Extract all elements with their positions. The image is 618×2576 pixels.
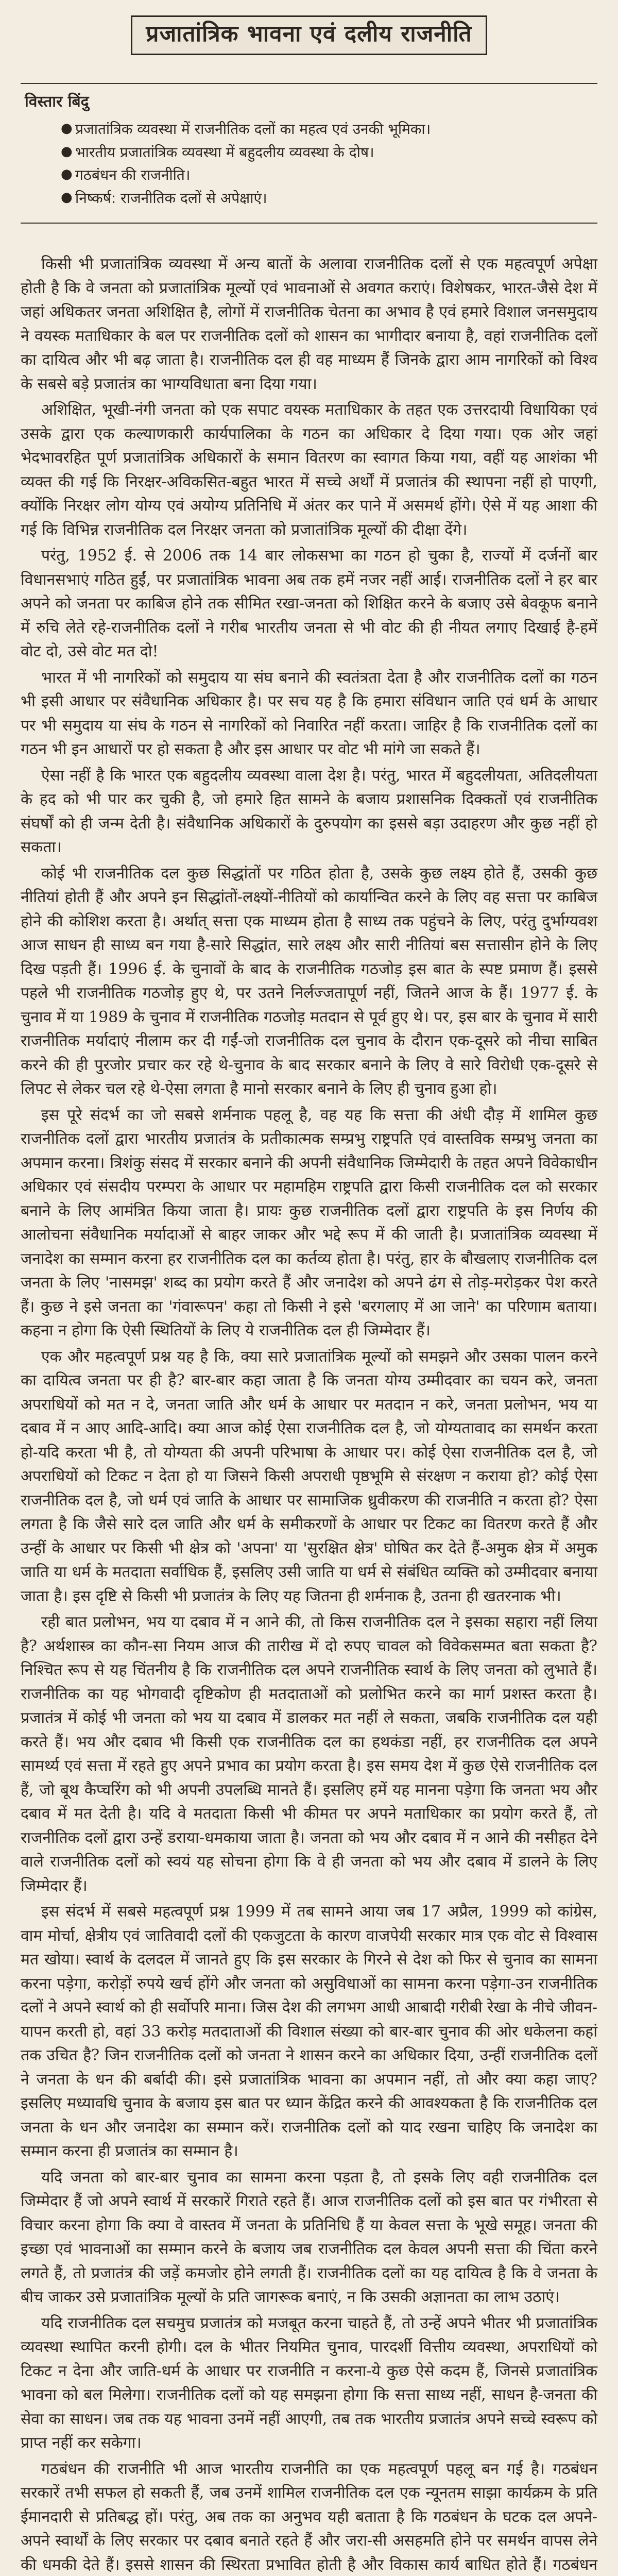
vistar-point [61, 142, 597, 164]
essay-paragraph: गठबंधन की राजनीति भी आज भारतीय राजनीति का एक महत्वपूर्ण पहलू बन गई है। गठबंधन सरकारें तभी सफल हो सकती हैं, जब उनमें शामिल राजनीतिक दल एक न्यूनतम साझा कार्यक्रम के प्रति ईमानदारी से प्रतिबद्ध हों। परंतु, अब तक का अनुभव यही बताता है कि गठबंधन के घटक दल अपने-अपने स्वार्थों के लिए सरकार पर दबाव बनाते रहते हैं और जरा-सी असहमति होने पर समर्थन वापस लेने की धमकी देते हैं। इससे शासन की स्थिरता प्रभावित होती है और विकास कार्य बाधित होते हैं। गठबंधन [21, 2460, 597, 2574]
essay-paragraph: यदि जनता को बार-बार चुनाव का सामना करना पड़ता है, तो इसके लिए वही राजनीतिक दल जिम्मेदार हैं जो अपने स्वार्थ में सरकारें गिराते रहते हैं। आज राजनीतिक दलों को इस बात पर गंभीरता से विचार करना होगा कि क्या वे वास्तव में जनता के प्रतिनिधि हैं या केवल सत्ता के भूखे समूह। जनता की इच्छा एवं भावनाओं का सम्मान करने के बजाय जब राजनीतिक दल केवल अपनी सत्ता की चिंता करने लगते हैं, तो प्रजातंत्र की जड़ें कमजोर होने लगती हैं। राजनीतिक दलों का यह दायित्व है कि वे जनता के बीच जाकर उसे प्रजातांत्रिक मूल्यों के प्रति जागरूक बनाएं, न कि उसकी अज्ञानता का लाभ उठाएं। [21, 2168, 597, 2307]
essay-paragraph: रही बात प्रलोभन, भय या दबाव में न आने की, तो किस राजनीतिक दल ने इसका सहारा नहीं लिया है? अर्थशास्त्र का कौन-सा नियम आज की तारीख में दो रुपए चावल को विवेकसम्मत बता सकता है? निश्चित रूप से यह चिंतनीय है कि राजनीतिक दल अपने राजनीतिक स्वार्थ के लिए जनता को लुभाते हैं। राजनीतिक का यह भोगवादी दृष्टिकोण ही मतदाताओं को प्रलोभित करने का मार्ग प्रशस्त करता है। प्रजातंत्र में कोई भी जनता को भय या दबाव में डालकर मत नहीं ले सकता, जबकि राजनीतिक दल यही करते हैं। भय और दबाव भी किसी एक राजनीतिक दल का हथकंडा नहीं, हर राजनीतिक दल अपने सामर्थ्य एवं सत्ता में रहते हुए अपने प्रभाव का प्रयोग करता है। इस समय देश में कुछ ऐसे राजनीतिक दल हैं, जो बूथ कैप्चरिंग को भी अपनी उपलब्धि मानते हैं। इसलिए हमें यह मानना पड़ेगा कि जनता भय और दबाव में मत देती है। यदि वे मतदाता किसी भी कीमत पर अपने मताधिकार का प्रयोग करते हैं, तो राजनीतिक दलों द्वारा उन्हें डराया-धमकाया जाता है। जनता को भय और दबाव में न आने की नसीहत देने वाले राजनीतिक दलों को स्वयं यह सोचना होगा कि वे ही जनता को भय और दबाव में डालने के लिए जिम्मेदार हैं। [21, 1613, 597, 1895]
title-wrapper [21, 15, 597, 55]
vistar-point-text: प्रजातांत्रिक व्यवस्था में राजनीतिक दलों का महत्व एवं उनकी भूमिका। [75, 121, 431, 138]
essay-paragraph: यदि राजनीतिक दल सचमुच प्रजातंत्र को मजबूत करना चाहते हैं, तो उन्हें अपने भीतर भी प्रजातांत्रिक व्यवस्था स्थापित करनी होगी। दल के भीतर नियमित चुनाव, पारदर्शी वित्तीय व्यवस्था, अपराधियों को टिकट न देना और जाति-धर्म के आधार पर राजनीति न करना-ये कुछ ऐसे कदम हैं, जिनसे प्रजातांत्रिक भावना को बल मिलेगा। राजनीतिक दलों को यह समझना होगा कि सत्ता साध्य नहीं, साधन है-जनता की सेवा का साधन। जब तक यह भावना उनमें नहीं आएगी, तब तक भारतीय प्रजातंत्र अपने सच्चे स्वरूप को प्राप्त नहीं कर सकेगा। [21, 2314, 598, 2452]
essay-body [21, 252, 597, 2576]
essay-paragraph: भारत में भी नागरिकों को समुदाय या संघ बनाने की स्वतंत्रता देता है और राजनीतिक दलों का गठन भी इसी आधार पर संवैधानिक अधिकार है। पर सच यह है कि हमारा संविधान जाति एवं धर्म के आधार पर भी समुदाय या संघ के गठन से नागरिकों को निवारित नहीं करता। जाहिर है कि राजनीतिक दलों का गठन भी इन आधारों पर हो सकता है और इस आधार पर वोट भी मांगे जा सकते हैं। [21, 668, 597, 759]
essay-paragraph: इस संदर्भ में सबसे महत्वपूर्ण प्रश्न 1999 में तब सामने आया जब 17 अप्रैल, 1999 को कांग्रेस, वाम मोर्चा, क्षेत्रीय एवं जातिवादी दलों की एकजुटता के कारण वाजपेयी सरकार मात्र एक वोट से विश्वास मत खोया। स्वार्थ के दलदल में जानते हुए कि इस सरकार के गिरने से देश को फिर से चुनाव का सामना करना पड़ेगा, करोड़ों रुपये खर्च होंगे और जनता को असुविधाओं का सामना करना पड़ेगा-उन राजनीतिक दलों ने अपने स्वार्थ को ही सर्वोपरि माना। जिस देश की लगभग आधी आबादी गरीबी रेखा के नीचे जीवन-यापन करती हो, वहां 33 करोड़ मतदाताओं की विशाल संख्या को बार-बार चुनाव की ओर धकेलना कहां तक उचित है? जिन राजनीतिक दलों को जनता ने शासन करने का अधिकार दिया, उन्हीं राजनीतिक दलों ने जनता के धन की बर्बादी की। इसे प्रजातांत्रिक भावना का अपमान नहीं, तो और क्या कहा जाए? इसलिए मध्यावधि चुनाव के बजाय इस बात पर ध्यान केंद्रित करने की आवश्यकता है कि राजनीतिक दल जनता के धन और जनादेश का सम्मान करें। राजनीतिक दलों को याद रखना चाहिए कि जनादेश का सम्मान करना ही प्रजातंत्र का सम्मान है। [21, 1903, 597, 2161]
essay-paragraph: इस पूरे संदर्भ का जो सबसे शर्मनाक पहलू है, वह यह कि सत्ता की अंधी दौड़ में शामिल कुछ राजनीतिक दलों द्वारा भारतीय प्रजातंत्र के प्रतीकात्मक सम्प्रभु राष्ट्रपति एवं वास्तविक सम्प्रभु जनता का अपमान करना। त्रिशंकु संसद में सरकार बनाने की अपनी संवैधानिक जिम्मेदारी के तहत अपने विवेकाधीन अधिकार एवं संसदीय परम्परा के आधार पर महामहिम राष्ट्रपति द्वारा किसी राजनीतिक दल को सरकार बनाने के लिए आमंत्रित किया जाता है। प्रायः कुछ राजनीतिक दलों द्वारा राष्ट्रपति के इस निर्णय की आलोचना संवैधानिक मर्यादाओं से बाहर जाकर और भद्दे रूप में की जाती है। प्रजातांत्रिक व्यवस्था में जनादेश का सम्मान करना हर राजनीतिक दल का कर्तव्य होता है। परंतु, हार के बौखलाए राजनीतिक दल जनता के लिए 'नासमझ' शब्द का प्रयोग करते हैं और जनादेश को अपने ढंग से तोड़-मरोड़कर पेश करते हैं। कुछ ने इसे जनता का 'गंवारूपन' कहा तो किसी ने इसे 'बरगलाए में आ जाने' का परिणाम बताया। कहना न होगा कि ऐसी स्थितियों के लिए ये राजनीतिक दल ही जिम्मेदार हैं। [21, 1106, 597, 1340]
essay-paragraph: अशिक्षित, भूखी-नंगी जनता को एक सपाट वयस्क मताधिकार के तहत एक उत्तरदायी विधायिका एवं उसके द्वारा एक कल्याणकारी कार्यपालिका के गठन का अधिकार दे दिया गया। एक ओर जहां भेदभावरहित पूर्ण प्रजातांत्रिक अधिकारों के समान वितरण का स्वागत किया गया, वहीं यह आशंका भी व्यक्त की गई कि निरक्षर-अविकसित-बहुत भारत में सच्चे अर्थों में प्रजातंत्र की स्थापना नहीं हो पाएगी, क्योंकि निरक्षर लोग योग्य एवं अयोग्य प्रतिनिधि में अंतर कर पाने में असमर्थ होंगे। ऐसे में यह आशा की गई कि विभिन्न राजनीतिक दल निरक्षर जनता को प्रजातांत्रिक मूल्यों की दीक्षा देंगे। [21, 401, 597, 539]
vistar-point [61, 164, 597, 187]
bullet-icon: ● [61, 166, 73, 182]
vistar-point-text: भारतीय प्रजातांत्रिक व्यवस्था में बहुदलीय व्यवस्था के दोष। [75, 143, 374, 161]
vistar-point-text: गठबंधन की राजनीति। [75, 166, 191, 184]
essay-paragraph: ऐसा नहीं है कि भारत एक बहुदलीय व्यवस्था वाला देश है। परंतु, भारत में बहुदलीयता, अतिदलीयता के हद को भी पार कर चुकी है, जो हमारे हित सामने के बजाय प्रशासनिक दिक्कतों एवं राजनीतिक संघर्षों को ही जन्म देती है। संवैधानिक अधिकारों के दुरुपयोग का इससे बड़ा उदाहरण और कुछ नहीं हो सकता। [21, 766, 597, 857]
bullet-icon: ● [61, 143, 73, 159]
essay-title: प्रजातांत्रिक भावना एवं दलीय राजनीति [131, 15, 487, 55]
essay-paragraph: किसी भी प्रजातांत्रिक व्यवस्था में अन्य बातों के अलावा राजनीतिक दलों से एक महत्वपूर्ण अपेक्षा होती है कि वे जनता को प्रजातांत्रिक मूल्यों एवं भावनाओं से अवगत कराएं। विशेषकर, भारत-जैसे देश में जहां अधिकतर जनता अशिक्षित है, लोगों में राजनीतिक चेतना का अभाव है एवं हमारे विशाल जनसमुदाय ने वयस्क मताधिकार के बल पर राजनीतिक दलों को शासन का भागीदार बनाया है, वहां राजनीतिक दलों का दायित्व और भी बढ़ जाता है। राजनीतिक दल ही वह माध्यम हैं जिनके द्वारा आम नागरिकों को विश्व के सबसे बड़े प्रजातंत्र का भाग्यविधाता बना दिया गया। [21, 255, 597, 393]
essay-paragraph: एक और महत्वपूर्ण प्रश्न यह है कि, क्या सारे प्रजातांत्रिक मूल्यों को समझने और उसका पालन करने का दायित्व जनता पर ही है? बार-बार कहा जाता है कि जनता योग्य उम्मीदवार का चयन करे, जनता अपराधियों को मत न दे, जनता जाति और धर्म के आधार पर मतदान न करे, जनता प्रलोभन, भय या दबाव में न आए आदि-आदि। क्या आज कोई ऐसा राजनीतिक दल है, जो योग्यतावाद का समर्थन करता हो-यदि करता भी है, तो योग्यता की अपनी परिभाषा के आधार पर। कोई ऐसा राजनीतिक दल है, जो अपराधियों को टिकट न देता हो या जिसने किसी अपराधी पृष्ठभूमि से संरक्षण न कराया हो? कोई ऐसा राजनीतिक दल है, जो धर्म एवं जाति के आधार पर सामाजिक ध्रुवीकरण की राजनीति न करता हो? ऐसा लगता है कि जैसे सारे दल जाति और धर्म के समीकरणों के आधार पर टिकट का वितरण करते हैं और उन्हीं के आधार पर किसी भी क्षेत्र को 'अपना' या 'सुरक्षित क्षेत्र' घोषित कर देते हैं-अमुक क्षेत्र में अमुक जाति या धर्म के मतदाता सर्वाधिक हैं, इसलिए उसी जाति या धर्म से संबंधित व्यक्ति को उम्मीदवार बनाया जाता है। इस दृष्टि से किसी भी प्रजातंत्र के लिए यह जितना ही शर्मनाक है, उतना ही खतरनाक भी। [21, 1347, 597, 1605]
vistar-bindu-section [21, 83, 597, 224]
bullet-icon: ● [61, 121, 73, 137]
vistar-point [61, 188, 597, 210]
vistar-bindu-list [21, 118, 597, 209]
vistar-point-text: निष्कर्ष: राजनीतिक दलों से अपेक्षाएं। [75, 189, 267, 207]
bullet-icon: ● [61, 189, 73, 205]
essay-paragraph: कोई भी राजनीतिक दल कुछ सिद्धांतों पर गठित होता है, उसके कुछ लक्ष्य होते हैं, उसकी कुछ नीतियां होती हैं और अपने इन सिद्धांतों-लक्ष्यों-नीतियों को कार्यान्वित करने के लिए वह सत्ता पर काबिज होने की कोशिश करता है। अर्थात् सत्ता एक माध्यम होता है साध्य तक पहुंचने के लिए, परंतु दुर्भाग्यवश आज साधन ही साध्य बन गया है-सारे सिद्धांत, सारे लक्ष्य और सारी नीतियां बस सत्तासीन होने के लिए दिख पड़ती हैं। 1996 ई. के चुनावों के बाद के राजनीतिक गठजोड़ इस बात के स्पष्ट प्रमाण हैं। इससे पहले भी राजनीतिक गठजोड़ हुए थे, पर उतने निर्लज्जतापूर्ण नहीं, जितने आज के हैं। 1977 ई. के चुनाव में या 1989 के चुनाव में राजनीतिक गठजोड़ मतदान से पूर्व हुए थे। पर, इस बार के चुनाव में सारी राजनीतिक मर्यादाएं नीलाम कर दी गईं-जो राजनीतिक दल चुनाव के दौरान एक-दूसरे को नीचा साबित करने की ही पुरजोर प्रचार कर रहे थे-चुनाव के बाद सरकार बनाने के लिए वे सारे विरोधी एक-दूसरे से लिपट से लेकर चल रहे थे-ऐसा लगता है मानो सरकार बनाने के लिए ही चुनाव हुआ हो। [21, 864, 597, 1098]
essay-paragraph: परंतु, 1952 ई. से 2006 तक 14 बार लोकसभा का गठन हो चुका है, राज्यों में दर्जनों बार विधानसभाएं गठित हुईं, पर प्रजातांत्रिक भावना अब तक हमें नजर नहीं आई। राजनीतिक दलों ने हर बार अपने को जनता पर काबिज होने तक सीमित रखा-जनता को शिक्षित करने के बजाए उसे बेवकूफ बनाने में रुचि लेते रहे-राजनीतिक दलों ने गरीब भारतीय जनता से भी वोट की ही नीयत लगाए दिखाई है-हमें वोट दो, उसे वोट मत दो! [21, 547, 597, 661]
vistar-point [61, 118, 597, 141]
vistar-bindu-heading: विस्तार बिंदु [25, 93, 89, 111]
